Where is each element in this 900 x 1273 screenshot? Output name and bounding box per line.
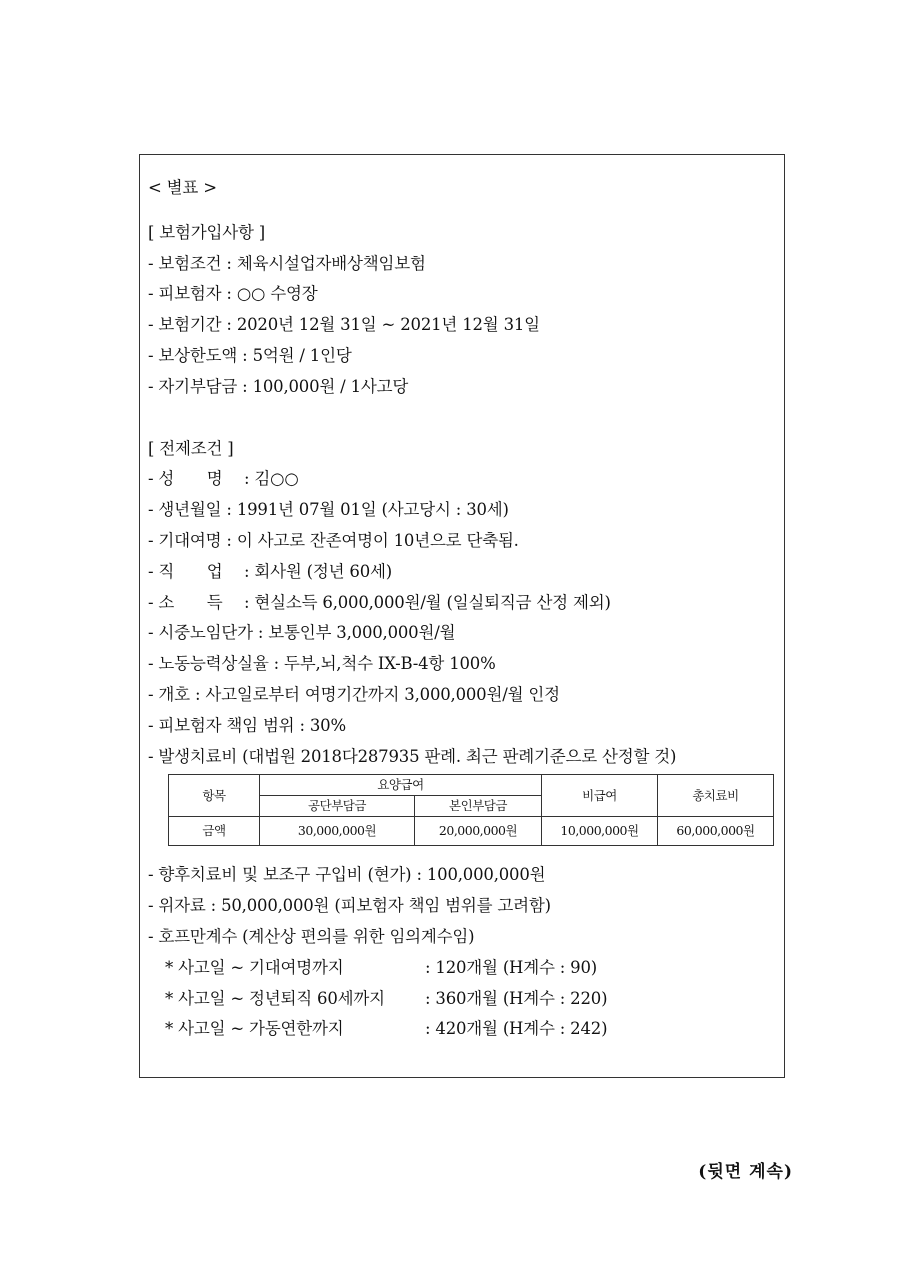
hoffman-sub-1-label: * 사고일 ~ 기대여명까지 (165, 957, 344, 977)
premise-liability: - 피보험자 책임 범위 : 30% (148, 715, 346, 735)
premise-birth: - 생년월일 : 1991년 07월 01일 (사고당시 : 30세) (148, 500, 509, 520)
insurance-item: - 자기부담금 : 100,000원 / 1사고당 (148, 376, 409, 396)
premise-job (148, 557, 780, 588)
premise-name (148, 464, 780, 495)
insurance-item: - 보상한도액 : 5억원 / 1인당 (148, 345, 352, 365)
table-header-row (169, 775, 774, 796)
table-header-covered: 요양급여 (260, 775, 542, 796)
insurance-heading: [ 보험가입사항 ] (148, 222, 265, 242)
hoffman-sub-3-label: * 사고일 ~ 가동연한까지 (165, 1019, 344, 1039)
attachment-title: < 별표 > (148, 178, 217, 197)
hoffman-sub-3-value: : 420개월 (H계수 : 242) (425, 1019, 608, 1039)
medical-cost-table (168, 774, 774, 846)
attachment-content (148, 173, 780, 1045)
premise-job-label: - 직 업 (148, 561, 223, 581)
premise-job-value: : 회사원 (정년 60세) (244, 561, 392, 581)
hoffman-sub-3 (148, 1014, 780, 1045)
table-cell-public: 30,000,000원 (260, 817, 415, 846)
table-header-self: 본인부담금 (415, 796, 542, 817)
premise-care: - 개호 : 사고일로부터 여명기간까지 3,000,000원/월 인정 (148, 684, 560, 704)
premise-name-label: - 성 명 (148, 469, 223, 489)
premise-income-value: : 현실소득 6,000,000원/월 (일실퇴직금 산정 제외) (244, 592, 611, 612)
table-row-label: 금액 (169, 817, 260, 846)
hoffman-sub-1 (148, 953, 780, 984)
future-cost: - 향후치료비 및 보조구 구입비 (현가) : 100,000,000원 (148, 865, 546, 885)
premise-disability: - 노동능력상실율 : 두부,뇌,척수 IX-B-4항 100% (148, 654, 496, 674)
hoffman-sub-2-label: * 사고일 ~ 정년퇴직 60세까지 (165, 988, 385, 1008)
premise-wage: - 시중노임단가 : 보통인부 3,000,000원/월 (148, 623, 456, 643)
hoffman-sub-2 (148, 984, 780, 1015)
continued-on-back: (뒷면 계속) (698, 1162, 793, 1182)
medical-cost-table-wrap (168, 774, 780, 846)
table-header-total: 총치료비 (658, 775, 774, 817)
insurance-item: - 보험기간 : 2020년 12월 31일 ~ 2021년 12월 31일 (148, 315, 540, 335)
table-header-item: 항목 (169, 775, 260, 817)
hoffman-sub-2-value: : 360개월 (H계수 : 220) (425, 988, 608, 1008)
hoffman-sub-1-value: : 120개월 (H계수 : 90) (425, 957, 598, 977)
premise-name-value: : 김○○ (244, 469, 299, 489)
premise-life: - 기대여명 : 이 사고로 잔존여명이 10년으로 단축됨. (148, 530, 519, 550)
insurance-item: - 보험조건 : 체육시설업자배상책임보험 (148, 253, 426, 273)
premise-income-label: - 소 득 (148, 592, 223, 612)
insurance-item: - 피보험자 : ○○ 수영장 (148, 284, 318, 304)
table-cell-self: 20,000,000원 (415, 817, 542, 846)
hoffman: - 호프만계수 (계산상 편의를 위한 임의계수임) (148, 926, 475, 946)
premise-income (148, 588, 780, 619)
table-header-public: 공단부담금 (260, 796, 415, 817)
premise-medical: - 발생치료비 (대법원 2018다287935 판례. 최근 판례기준으로 산정할 것) (148, 746, 677, 766)
attachment-box (139, 154, 785, 1078)
table-header-noncovered: 비급여 (542, 775, 658, 817)
table-cell-noncovered: 10,000,000원 (542, 817, 658, 846)
premise-heading: [ 전제조건 ] (148, 438, 234, 458)
solatium: - 위자료 : 50,000,000원 (피보험자 책임 범위를 고려함) (148, 896, 551, 916)
table-row (169, 817, 774, 846)
table-cell-total: 60,000,000원 (658, 817, 774, 846)
